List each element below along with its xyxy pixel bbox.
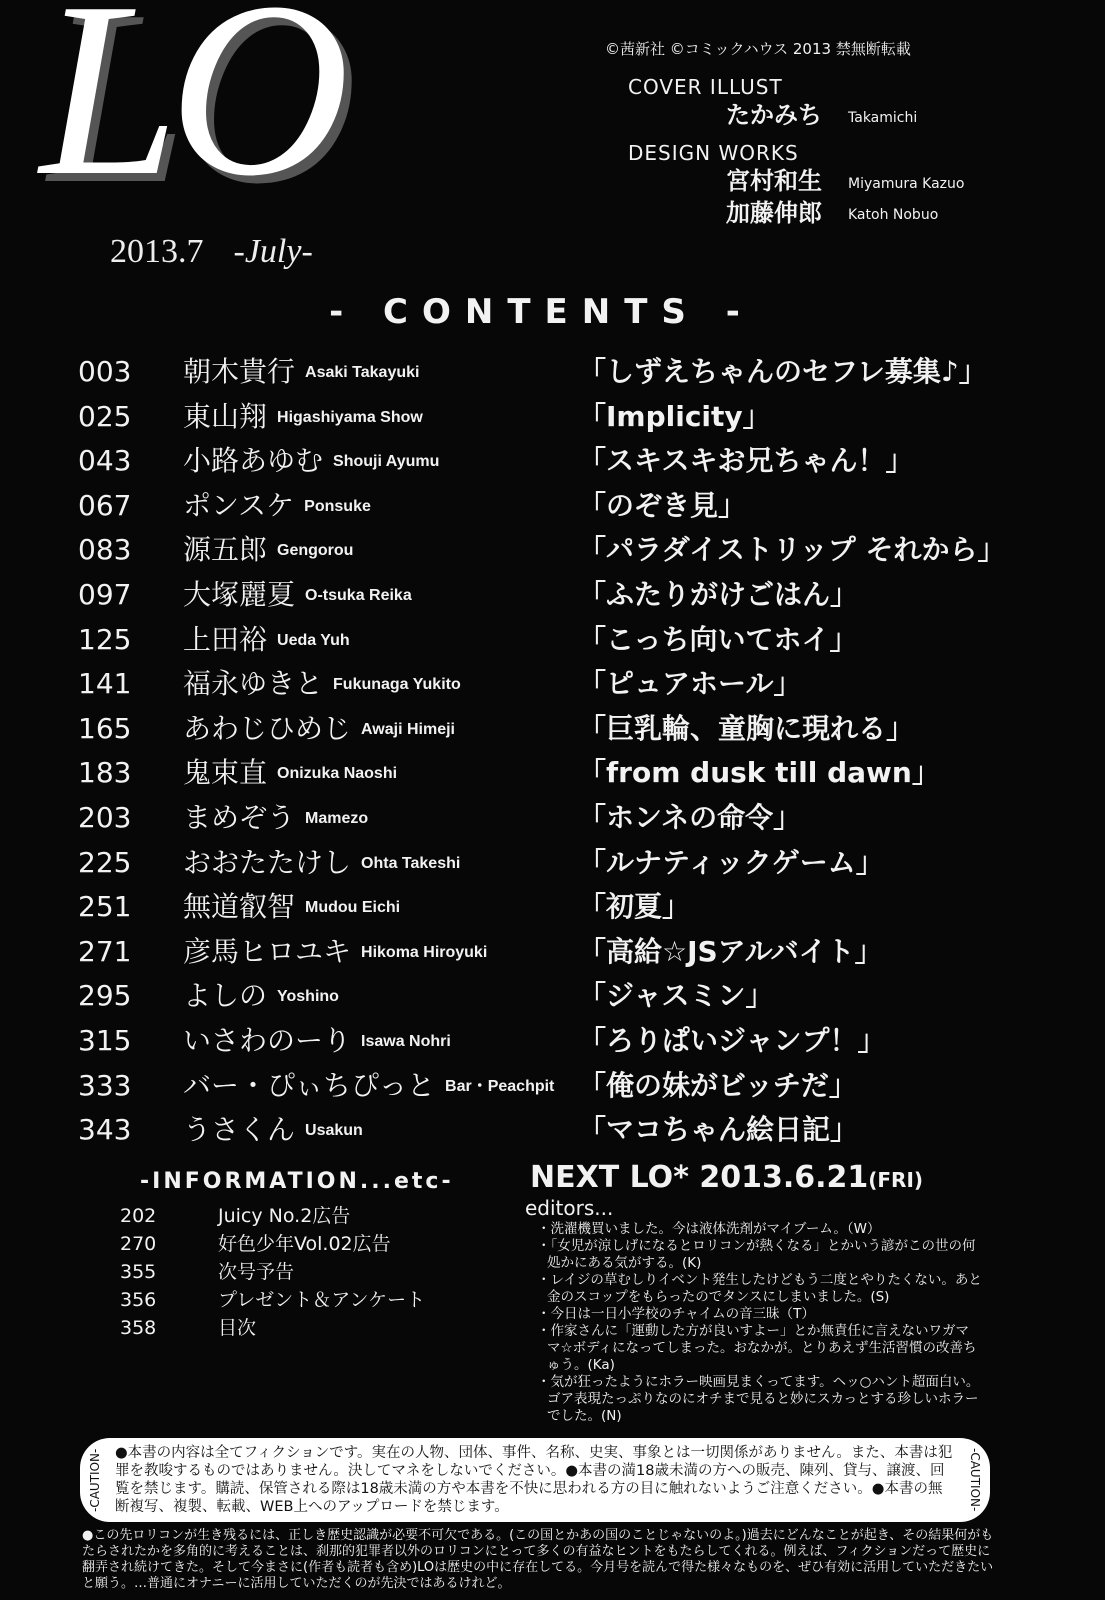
- contents-row: [0, 1110, 1105, 1154]
- designer-name: 宮村和生: [726, 167, 822, 195]
- info-label: 好色少年Vol.02広告: [218, 1233, 391, 1255]
- contents-row: [0, 352, 1105, 396]
- author-name: 東山翔: [183, 399, 268, 433]
- author-romaji: Yoshino: [277, 988, 339, 1006]
- author: [183, 575, 412, 616]
- info-page: 270: [120, 1233, 157, 1255]
- author: [183, 1066, 554, 1107]
- story-title: 「パラダイストリップ それから」: [578, 533, 1006, 567]
- story-title: 「Implicity」: [578, 399, 771, 433]
- story-title: 「しずえちゃんのセフレ募集♪」: [578, 355, 987, 388]
- author: [183, 709, 455, 750]
- page-number: 083: [78, 533, 132, 567]
- editor-note: ・作家さんに「運動した方が良いすよー」とか無責任に言えないワガママ☆ボディになってしまった。おなかが。とりあえず生活習慣の改善ちゅう。(Ka): [537, 1323, 977, 1373]
- contents-row: [0, 664, 1105, 708]
- design-works-label: DESIGN WORKS: [628, 141, 799, 165]
- author-name: まめぞう: [183, 801, 296, 834]
- contents-row: [0, 976, 1105, 1020]
- story-title: 「スキスキお兄ちゃん！」: [578, 444, 914, 478]
- author-name: 鬼束直: [183, 756, 268, 790]
- author-romaji: Isawa Nohri: [361, 1033, 451, 1050]
- page-number: 125: [78, 622, 132, 656]
- contents-row: [0, 932, 1105, 976]
- issue-date: [110, 232, 313, 272]
- info-page: 202: [120, 1205, 157, 1227]
- next-issue-date: [530, 1160, 923, 1198]
- contents-row: [0, 620, 1105, 664]
- author-name: 大塚麗夏: [183, 578, 296, 611]
- author-romaji: Awaji Himeji: [361, 720, 455, 738]
- author: [183, 441, 439, 482]
- author-name: いさわのーり: [183, 1024, 352, 1057]
- contents-row: [0, 441, 1105, 485]
- story-title: 「巨乳輪、童胸に現れる」: [578, 711, 915, 745]
- page-number: 333: [78, 1068, 132, 1102]
- author: [183, 530, 353, 571]
- story-title: 「俺の妹がビッチだ」: [578, 1068, 857, 1102]
- author: [183, 1110, 363, 1151]
- caution-box: [80, 1438, 990, 1522]
- copyright-notice: ©茜新社 ©コミックハウス 2013 禁無断転載: [605, 40, 911, 58]
- contents-row: [0, 798, 1105, 842]
- author-romaji: O-tsuka Reika: [305, 587, 412, 604]
- contents-row: [0, 1021, 1105, 1065]
- author-name: 上田裕: [183, 622, 268, 656]
- page-number: 003: [78, 355, 132, 388]
- contents-row: [0, 709, 1105, 753]
- caution-label-right: -CAUTION-: [968, 1448, 982, 1512]
- contents-row: [0, 753, 1105, 797]
- contents-heading: - CONTENTS -: [329, 292, 754, 332]
- author-romaji: Onizuka Naoshi: [277, 765, 398, 783]
- contents-row: [0, 397, 1105, 441]
- story-title: 「ジャスミン」: [578, 979, 774, 1013]
- page-number: 097: [78, 578, 132, 611]
- editor-note: ・「女児が涼しげになるとロリコンが熱くなる」とかいう諺がこの世の何処かにある気がする。(K): [537, 1238, 976, 1271]
- info-label: 次号予告: [218, 1261, 295, 1283]
- author-name: バー・ぴぃちぴっと: [183, 1068, 436, 1102]
- info-label: 目次: [218, 1317, 257, 1339]
- author-romaji: Usakun: [305, 1122, 363, 1140]
- author-name: 小路あゆむ: [183, 444, 324, 478]
- author-name: 彦馬ヒロユキ: [183, 934, 352, 968]
- author-romaji: Ohta Takeshi: [361, 854, 461, 872]
- author: [183, 932, 487, 973]
- page-number: 165: [78, 711, 132, 745]
- contents-row: [0, 486, 1105, 530]
- contents-row: [0, 843, 1105, 887]
- designer-name: 加藤伸郎: [726, 199, 822, 227]
- author-name: 朝木貴行: [183, 355, 296, 388]
- info-page: 358: [120, 1317, 157, 1339]
- story-title: 「ルナティックゲーム」: [578, 845, 884, 879]
- author-romaji: Mudou Eichi: [305, 899, 401, 917]
- designer-romaji: Katoh Nobuo: [848, 207, 939, 223]
- page-number: 067: [78, 488, 132, 522]
- page-number: 225: [78, 845, 132, 879]
- author-romaji: Asaki Takayuki: [305, 364, 420, 381]
- author: [183, 620, 350, 661]
- page-number: 141: [78, 667, 132, 701]
- author-romaji: Mamezo: [305, 810, 369, 827]
- author-romaji: Gengorou: [277, 542, 354, 560]
- author-romaji: Ponsuke: [304, 497, 371, 515]
- author-name: ポンスケ: [183, 488, 295, 522]
- cover-illust-romaji: Takamichi: [848, 110, 918, 126]
- story-title: 「こっち向いてホイ」: [578, 622, 858, 656]
- author: [183, 664, 461, 705]
- editors-heading: editors...: [525, 1196, 614, 1220]
- page-number: 203: [78, 801, 132, 834]
- next-issue-day: (FRI): [868, 1168, 924, 1192]
- designer-romaji: Miyamura Kazuo: [848, 176, 965, 192]
- author-romaji: Higashiyama Show: [277, 408, 423, 426]
- author-name: あわじひめじ: [183, 711, 352, 745]
- page-number: 043: [78, 444, 132, 478]
- author-romaji: Bar・Peachpit: [445, 1077, 555, 1095]
- author-romaji: Hikoma Hiroyuki: [361, 943, 488, 961]
- editor-note: ・洗濯機買いました。今は液体洗剤がマイブーム。（W）: [537, 1221, 881, 1237]
- author: [183, 798, 368, 839]
- info-label: Juicy No.2広告: [218, 1205, 351, 1227]
- author: [183, 976, 339, 1017]
- author-name: 源五郎: [183, 533, 268, 567]
- information-heading: -INFORMATION...etc-: [140, 1169, 454, 1194]
- author: [183, 486, 371, 527]
- author: [183, 397, 423, 438]
- author: [183, 843, 460, 884]
- story-title: 「ふたりがけごはん」: [578, 578, 859, 611]
- caution-label-left: -CAUTION-: [88, 1448, 102, 1512]
- contents-row: [0, 1066, 1105, 1110]
- author: [183, 1021, 451, 1062]
- magazine-logo: LO: [40, 0, 340, 228]
- contents-row: [0, 575, 1105, 619]
- editor-note: ・レイジの草むしりイベント発生したけどもう二度とやりたくない。あと金のスコップをもらったのでタンスにしまいました。(S): [537, 1272, 982, 1305]
- page-number: 295: [78, 979, 132, 1013]
- info-page: 355: [120, 1261, 157, 1283]
- page-number: 343: [78, 1113, 132, 1147]
- author-romaji: Ueda Yuh: [277, 631, 350, 649]
- author-name: 無道叡智: [183, 890, 296, 924]
- caution-text: ●本書の内容は全てフィクションです。実在の人物、団体、事件、名称、史実、事象とは一切関係がありません。また、本書は犯罪を教唆するものではありません。決してマネをしないでください。●本書の満18歳未満の方への販売、陳列、貸与、譲渡、回覧を禁じます。購読、保管される際は18歳未満の方や本書を不快に思われる方の目に触れないようご注意ください。●本書の無断複写、複製、転載、WEB上へのアップロードを禁じます。: [115, 1445, 953, 1515]
- author-romaji: Shouji Ayumu: [333, 453, 440, 471]
- author: [183, 352, 419, 393]
- contents-row: [0, 887, 1105, 931]
- author-name: 福永ゆきと: [183, 667, 324, 701]
- story-title: 「マコちゃん絵日記」: [578, 1113, 859, 1147]
- editor-note: ・今日は一日小学校のチャイムの音三昧（T）: [537, 1306, 815, 1322]
- issue-number: 2013.7: [110, 233, 204, 270]
- author-name: おおたたけし: [183, 845, 352, 879]
- editor-note: ・気が狂ったようにホラー映画見まくってます。ヘッ○ハント超面白い。ゴア表現たっぷりなのにオチまで見ると妙にスカっとする珍しいホラーでした。(N): [537, 1374, 980, 1424]
- story-title: 「高給☆JSアルバイト」: [578, 934, 883, 968]
- story-title: 「ホンネの命令」: [578, 801, 802, 834]
- info-page: 356: [120, 1289, 157, 1311]
- story-title: 「のぞき見」: [578, 488, 747, 522]
- author-romaji: Fukunaga Yukito: [333, 676, 461, 694]
- author: [183, 887, 400, 928]
- author-name: うさくん: [183, 1113, 296, 1147]
- page-number: 025: [78, 399, 132, 433]
- author: [183, 753, 397, 794]
- page-number: 271: [78, 934, 132, 968]
- page-number: 315: [78, 1024, 132, 1057]
- editors-notes: [537, 1221, 982, 1425]
- info-label: プレゼント＆アンケート: [218, 1289, 426, 1311]
- next-issue-label: NEXT LO* 2013.6.21: [530, 1160, 869, 1195]
- cover-illust-label: COVER ILLUST: [628, 75, 783, 99]
- page-number: 183: [78, 756, 132, 790]
- contents-row: [0, 530, 1105, 574]
- story-title: 「from dusk till dawn」: [578, 756, 940, 790]
- story-title: 「ろりぱいジャンプ！」: [578, 1024, 886, 1057]
- editorial-footnote: ●この先ロリコンが生き残るには、正しき歴史認識が必要不可欠である。(この国とかあの国のことじゃないのよ。)過去にどんなことが起き、その結果何がもたらされたかを多角的に考えることは、刹那的犯罪者以外のロリコンにとって多くの有益なヒントをもたらしてくれる。例えば、フィクションだって歴史に翻弄され続けてきた。そして今まさに(作者も読者も含め)LOは歴史の中に存在してる。今月号を読んで得た様々なものを、ぜひ有効に活用していただきたいと願う。…普通にオナニーに活用していただくのが先決ではあるけれど。: [82, 1528, 994, 1591]
- story-title: 「ピュアホール」: [578, 667, 802, 701]
- page-number: 251: [78, 890, 132, 924]
- author-name: よしの: [183, 979, 268, 1013]
- story-title: 「初夏」: [578, 890, 691, 924]
- issue-month: -July-: [233, 233, 313, 270]
- cover-illust-name: たかみち: [726, 101, 822, 129]
